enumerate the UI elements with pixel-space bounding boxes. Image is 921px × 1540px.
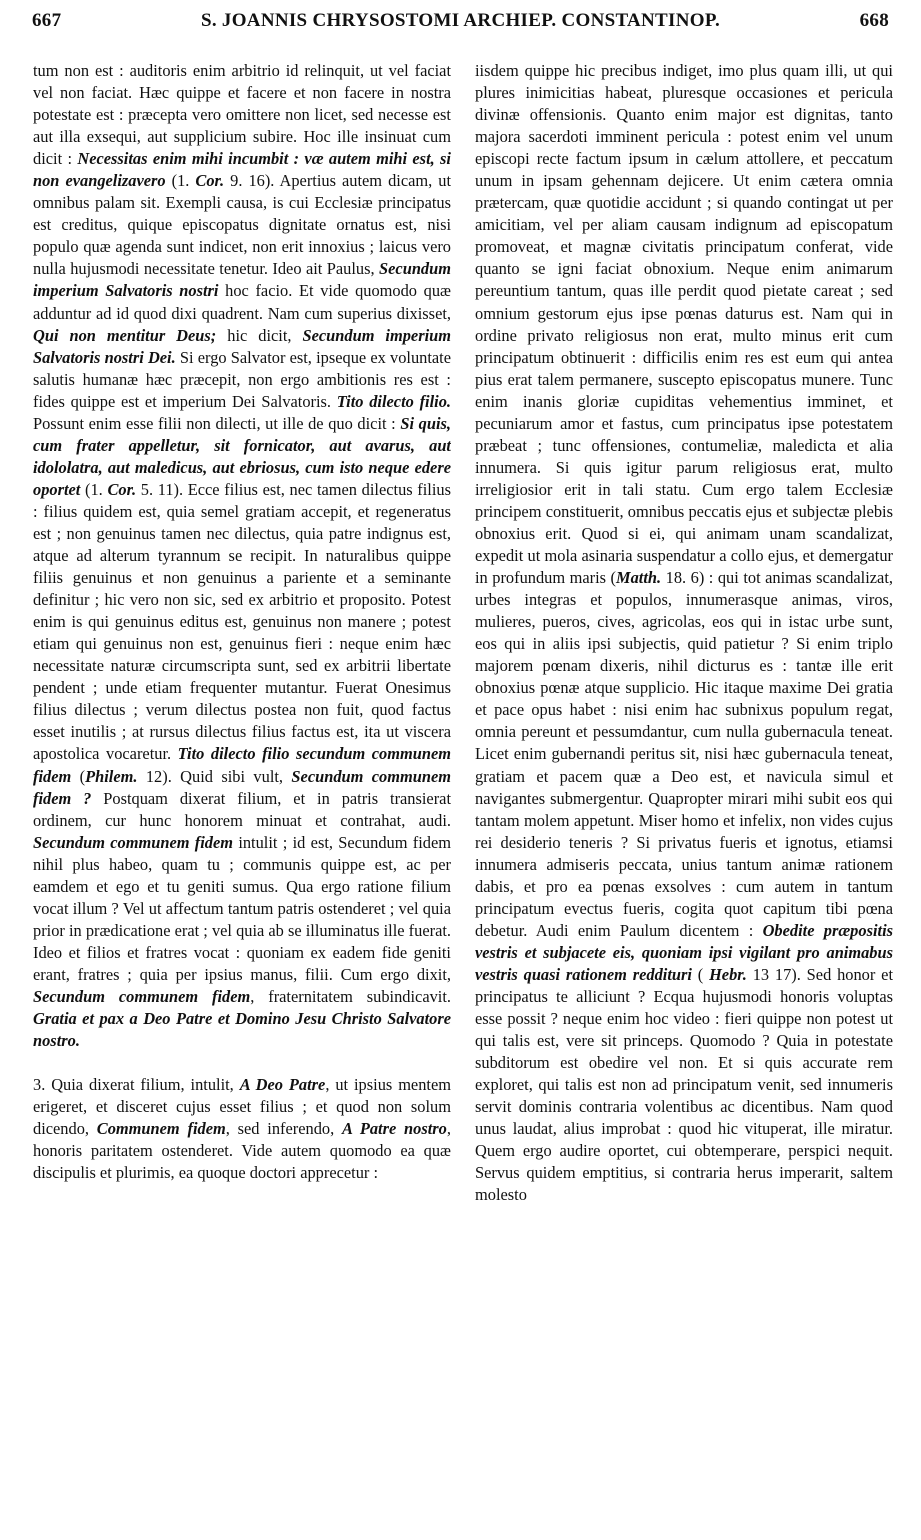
running-title: S. JOANNIS CHRYSOSTOMI ARCHIEP. CONSTANTINOP.: [200, 10, 721, 31]
italic-citation: Obedite præpositis vestris et subjacete eis, quoniam ipsi vigilant pro animabus vestris quasi rationem reddituri: [475, 920, 893, 984]
text-run: , fraternitatem subindicavit.: [250, 986, 451, 1006]
italic-citation: A Deo Patre: [239, 1075, 326, 1095]
italic-citation: Matth.: [616, 568, 662, 588]
italic-citation: Secundum communem fidem ?: [33, 766, 451, 808]
left-column: [33, 60, 451, 1530]
italic-citation: Necessitas enim mihi incumbit : væ autem mihi est, si non evangelizavero: [33, 149, 451, 191]
text-run: , sed inferendo,: [225, 1119, 342, 1139]
italic-citation: Philem.: [85, 766, 138, 786]
text-run: (1.: [80, 479, 108, 499]
page-number-left: 667: [32, 10, 62, 31]
text-run: hic dicit,: [216, 325, 303, 345]
text-run: , honoris paritatem ostenderet. Vide autem quomodo ea quæ discipulis et plurimis, ea quoque doctori apprecetur :: [33, 1119, 451, 1183]
left-paragraph-2: [33, 1074, 451, 1184]
text-run: intulit ; id est, Secundum fidem nihil plus habeo, quam tu ; communis quippe est, ac per eamdem et ego et tu geniti sumus. Qua ergo ratione filium vocat illum ? Vel ut affectum tantum patris ostenderet ; vel quia prior in prædicatione erat ; vel quia ab se illuminatus ille fuerat. Ideo et filios et fratres vocat : quoniam ex eadem fide geniti erant, fratres ; quia per ipsius manus, filii. Cum ergo dixit,: [33, 832, 451, 984]
right-column: [475, 60, 893, 1530]
italic-citation: Secundum imperium Salvatoris nostri: [33, 259, 451, 301]
text-run: Possunt enim esse filii non dilecti, ut ille de quo dicit :: [33, 413, 401, 433]
left-paragraph-1: [33, 60, 451, 1052]
text-run: 12). Quid sibi vult,: [137, 766, 292, 786]
italic-citation: Communem fidem: [96, 1119, 226, 1139]
text-run: (1.: [165, 171, 196, 191]
text-run: Si ergo Salvator est, ipseque ex voluntate salutis humanæ hæc præcepit, non ergo ambitionis res est : fides quippe est et imperium Dei Salvatoris.: [33, 347, 451, 411]
italic-citation: Cor.: [107, 479, 137, 499]
text-run: 9. 16). Apertius autem dicam, ut omnibus palam sit. Exempli causa, is cui Ecclesiæ principatus est creditus, quique episcopatus dignitate ornatus est, nisi populo quæ agenda sunt indicet, non erit innoxius ; laicus vero nulla hujusmodi necessitate tenetur. Ideo ait Paulus,: [33, 171, 451, 279]
text-run: (: [71, 766, 86, 786]
italic-citation: Tito dilecto filio secundum communem fidem: [33, 744, 451, 786]
italic-citation: Hebr.: [709, 964, 747, 984]
italic-citation: A Patre nostro: [342, 1119, 447, 1139]
italic-citation: Si quis, cum frater appelletur, sit fornicator, aut avarus, aut idololatra, aut maledicus, aut ebriosus, cum isto neque edere oportet: [33, 413, 451, 499]
italic-citation: Secundum imperium Salvatoris nostri Dei.: [33, 325, 451, 367]
italic-citation: Secundum communem fidem: [33, 986, 251, 1006]
running-header: [32, 10, 889, 40]
text-run: 13 17). Sed honor et principatus te alliciunt ? Ecqua hujusmodi honoris voluptas esse possit ? neque enim hoc video : fieri quippe non potest ut qui talis est, vere sit princeps. Quomodo ? Quia in potestate subditorum est obedire vel non. Et si quis accurate rem exploret, qui talis est non ad principatum venit, sed innumeris servit dominis contraria volentibus ac dicentibus. Nam quod unus laudat, alius improbat : quod hic vituperat, ille miratur. Quem ergo audire oportet, cui obtemperare, perspici nequit. Servus quidem emptitius, si contraria herus imperarit, saltem molesto: [475, 964, 893, 1205]
text-run: hoc facio. Et vide quomodo quæ adduntur ad id quod dixi quadrent. Nam cum superius dixisset,: [33, 281, 451, 323]
text-run: , ut ipsius mentem erigeret, et disceret cujus esset filius ; et quod non solum dicendo,: [33, 1075, 451, 1139]
italic-citation: Tito dilecto filio.: [336, 391, 451, 411]
text-run: 18. 6) : qui tot animas scandalizat, urbes integras et populos, innumerasque animas, viros, mulieres, pueros, cives, agricolas, eos qui in istac urbe sunt, eos qui in aliis ipsi subjectis, quid patietur ? Si enim triplo majorem pœnam dixeris, nihil dicturus es : tantæ ille erit obnoxius pœnæ atque supplicio. Hic itaque maxime Dei gratia et pace opus habet : nisi enim hac subnixus populum regat, omnia pereunt et pessumdantur, cum nulla gubernacula teneat. Licet enim gubernandi peritus sit, nisi hæc gubernacula teneat, gratiam et pacem quæ a Deo est, et navicula simul et navigantes submergentur. Quapropter mirari mihi subit eos qui tantam molem appetunt. Miser homo et infelix, non vides cujus rei desiderio teneris ? Si privatus fueris et ignotus, etiamsi innumera admiseris peccata, unius tantum animæ rationem dabis, et pro ea pœnas exsolves : cum autem in tantum principatum evectus fueris, cogita quot capitum tibi pœna debetur. Audi enim Paulum dicentem :: [475, 568, 893, 940]
italic-citation: Qui non mentitur Deus;: [33, 325, 217, 345]
text-run: (: [691, 964, 710, 984]
right-paragraph-1: [475, 60, 893, 1206]
text-run: iisdem quippe hic precibus indiget, imo plus quam illi, ut qui plures inimicitias habeat, pluresque occasiones et pericula divinæ offensionis. Quanto enim major est dignitas, tanto majora sacerdoti imminent pericula : potest enim vel unum episcopi recte factum ipsum in cælum attollere, et peccatum unum in ipsam gehennam dejicere. Ut enim cætera omnia prætercam, quæ quotidie accidunt ; si quando contingat ut per amicitiam, vel per aliam causam indignum ad episcopatum promoveat, et magnæ civitatis principatum conferat, vide quanto se igni faciat obnoxium. Neque enim animarum pereuntium tantum, quas ille perdit quod pietate careat ; sed omnium gestorum ejus ipse pœnas daturus est. Nam qui in ordine privato religiosus non erat, multo minus erit cum principatum obtinuerit : difficilis enim res est eum qui antea pius erat talem permanere, suscepto episcopatus munere. Tunc enim inanis gloriæ cupiditas vehementius imminet, et pecuniarum amor et fastus, cum principatus ipse potestatem præbeat ; tunc offensiones, contumeliæ, maledicta et alia innumera. Si quis igitur parum religiosus erat, multo irreligiosior erit in tali statu. Cum ergo talem Ecclesiæ principem constituerit, omnibus peccatis ejus et subjectæ plebis obnoxius erit. Quod si ei, qui animam unam scandalizat, expedit ut mola asinaria suspendatur a collo ejus, et demergatur in profundum maris (: [475, 61, 893, 588]
italic-citation: Cor.: [195, 171, 225, 191]
page-number-right: 668: [859, 10, 889, 31]
text-run: 3. Quia dixerat filium, intulit,: [33, 1075, 240, 1095]
text-run: tum non est : auditoris enim arbitrio id relinquit, ut vel faciat vel non faciat. Hæc quippe et facere et non facere in nostra potestate est : præcepta vero omittere non licet, sed necesse est aut illa exsequi, aut supplicium subire. Hoc ille insinuat cum dicit :: [33, 61, 451, 169]
text-run: Postquam dixerat filium, et in patris transierat ordinem, cur hunc honorem minuat et contrahat, audi.: [33, 788, 451, 830]
italic-citation: Gratia et pax a Deo Patre et Domino Jesu Christo Salvatore nostro.: [33, 1009, 451, 1051]
italic-citation: Secundum communem fidem: [33, 832, 234, 852]
text-run: 5. 11). Ecce filius est, nec tamen dilectus filius : filius quidem est, quia semel gratiam accepit, et regeneratus est ; non genuinus tamen nec dilectus, quia patre indignus est, atque ad alterum tyrannum se recipit. In naturalibus quippe filiis genuinus et non genuinus a pariente et a seminante definitur ; hic vero non sic, sed ex arbitrio et proposito. Potest enim is qui genuinus editus est, genuinus non manere ; potest etiam qui genuinus non est, genuinus fieri : neque enim hæc necessitate naturæ circumscripta sunt, sed ex arbitrii libertate pendent ; unde etiam frequenter mutantur. Fuerat Onesimus filius dilectus ; verum dilectus postea non fuit, quod factus esset inutilis ; at rursus dilectus filius factus est, ita ut viscera apostolica vocaretur.: [33, 479, 451, 764]
